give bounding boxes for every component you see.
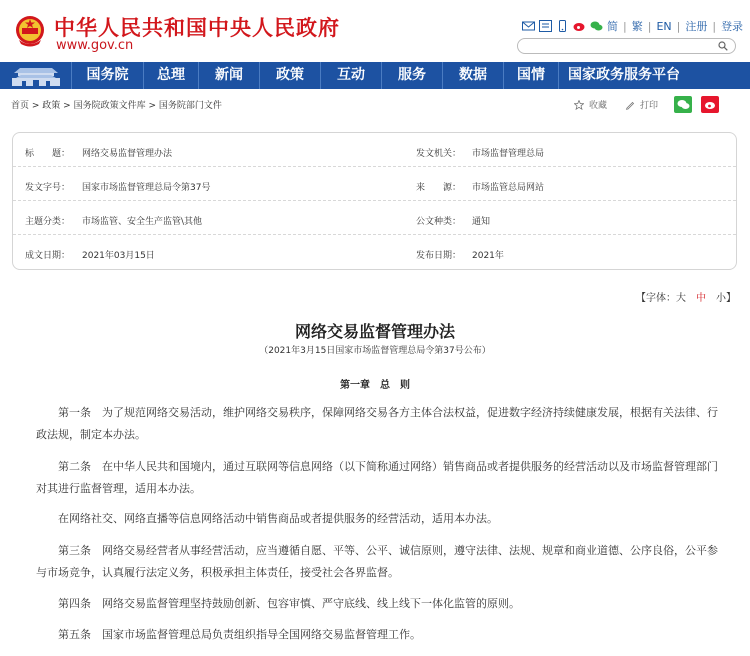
- top-links: [522, 17, 743, 35]
- pubdate-label: 发布日期：: [416, 251, 462, 261]
- breadcrumb-policy-library[interactable]: 国务院政策文件库: [73, 101, 146, 111]
- source-label: 来 源：: [416, 183, 462, 193]
- main-nav: [0, 62, 750, 89]
- search-input[interactable]: [517, 38, 736, 54]
- tiananmen-icon: [8, 65, 64, 87]
- breadcrumb-separator: >: [145, 101, 159, 111]
- date-label: 成文日期：: [25, 251, 71, 261]
- breadcrumb-bar: [0, 92, 750, 116]
- type-value: 通知: [472, 217, 491, 227]
- nav-item-state-council[interactable]: 国务院: [86, 67, 129, 83]
- print-button[interactable]: 打印: [639, 101, 658, 111]
- nav-item-news[interactable]: 新闻: [215, 67, 243, 83]
- pencil-icon[interactable]: [625, 100, 635, 110]
- nav-item-premier[interactable]: 总理: [157, 67, 185, 83]
- divider: |: [676, 19, 681, 33]
- lang-simplified-link[interactable]: 简: [607, 20, 618, 33]
- info-row: [13, 167, 736, 201]
- font-size-suffix: 】: [726, 293, 736, 304]
- pubdate-value: 2021年: [472, 251, 504, 261]
- breadcrumb-policy[interactable]: 政策: [42, 101, 61, 111]
- site-title[interactable]: 中华人民共和国中央人民政府: [54, 16, 340, 40]
- nav-item-national-info[interactable]: 国情: [517, 67, 545, 83]
- article-paragraph: 在网络社交、网络直播等信息网络活动中销售商品或者提供服务的经营活动，适用本办法。: [58, 512, 498, 525]
- lang-traditional-link[interactable]: 繁: [631, 20, 643, 33]
- title-value: 网络交易监督管理办法: [82, 149, 173, 159]
- nav-home[interactable]: [0, 62, 71, 89]
- article-paragraph: 第三条 网络交易经营者从事经营活动，应当遵循自愿、平等、公平、诚信原则，遵守法律、法规、规章和商业道德、公序良俗，公平参与市场竞争，认真履行法定义务，积极承担主体责任，接受社会各界监督。: [36, 544, 718, 579]
- search-icon[interactable]: [718, 41, 728, 51]
- breadcrumb-separator: >: [29, 101, 43, 111]
- info-row: [13, 201, 736, 235]
- divider: |: [623, 19, 627, 33]
- weibo-icon[interactable]: [573, 20, 586, 32]
- site-header: [0, 0, 750, 62]
- share-weibo-button[interactable]: [701, 96, 719, 113]
- chapter-heading: 第一章 总 则: [340, 380, 410, 391]
- font-size-selector: [636, 289, 736, 304]
- nav-item-data[interactable]: 数据: [459, 67, 487, 83]
- nav-item-policy[interactable]: 政策: [276, 67, 304, 83]
- wechat-icon[interactable]: [590, 20, 603, 32]
- site-url[interactable]: www.gov.cn: [56, 38, 134, 53]
- font-size-large-button[interactable]: 大: [676, 293, 686, 304]
- topic-label: 主题分类：: [25, 217, 71, 227]
- weibo-icon: [704, 99, 717, 110]
- breadcrumb-separator: >: [60, 101, 74, 111]
- info-row: [13, 235, 736, 269]
- topic-value: 市场监管、安全生产监管\其他: [82, 217, 203, 227]
- star-icon[interactable]: [574, 100, 584, 110]
- date-value: 2021年03月15日: [82, 251, 155, 261]
- source-value: 市场监管总局网站: [472, 183, 545, 193]
- wechat-icon: [677, 99, 690, 110]
- breadcrumb-department-docs[interactable]: 国务院部门文件: [158, 101, 222, 111]
- docno-value: 国家市场监督管理总局令第37号: [82, 183, 211, 193]
- email-icon[interactable]: [522, 20, 535, 32]
- divider: |: [712, 19, 717, 33]
- font-size-prefix: 【字体：: [636, 293, 676, 304]
- nav-item-interaction[interactable]: 互动: [337, 67, 365, 83]
- mobile-icon[interactable]: [556, 20, 569, 32]
- issuer-label: 发文机关：: [416, 149, 462, 159]
- info-row: [13, 133, 736, 167]
- type-label: 公文种类：: [416, 217, 462, 227]
- issuer-value: 市场监督管理总局: [472, 149, 545, 159]
- document-info-table: [12, 132, 737, 270]
- article-subtitle: （2021年3月15日国家市场监督管理总局令第37号公布）: [259, 346, 491, 356]
- font-size-small-button[interactable]: 小: [716, 293, 726, 304]
- favorite-button[interactable]: 收藏: [588, 101, 607, 111]
- register-link[interactable]: 注册: [685, 20, 708, 33]
- nav-item-services[interactable]: 服务: [398, 67, 426, 83]
- breadcrumb: [11, 98, 222, 111]
- national-emblem-icon[interactable]: [14, 14, 46, 48]
- article-paragraph: 第二条 在中华人民共和国境内，通过互联网等信息网络（以下简称通过网络）销售商品或者提供服务的经营活动以及市场监督管理部门对其进行监督管理，适用本办法。: [36, 460, 718, 495]
- nav-item-service-platform[interactable]: 国家政务服务平台: [568, 67, 680, 83]
- title-label: 标 题：: [25, 149, 71, 159]
- article-title: 网络交易监督管理办法: [294, 322, 455, 341]
- lang-english-link[interactable]: EN: [656, 19, 672, 33]
- login-link[interactable]: 登录: [721, 20, 744, 33]
- docno-label: 发文字号：: [25, 183, 71, 193]
- breadcrumb-home[interactable]: 首页: [11, 101, 30, 111]
- divider: |: [647, 19, 652, 33]
- article-paragraph: 第一条 为了规范网络交易活动，维护网络交易秩序，保障网络交易各方主体合法权益，促进数字经济持续健康发展，根据有关法律、行政法规，制定本办法。: [36, 406, 718, 441]
- share-wechat-button[interactable]: [674, 96, 692, 113]
- font-size-medium-button[interactable]: 中: [696, 293, 706, 304]
- article-paragraph: 第四条 网络交易监督管理坚持鼓励创新、包容审慎、严守底线、线上线下一体化监管的原则。: [58, 597, 520, 610]
- accessibility-icon[interactable]: [539, 20, 552, 32]
- article-paragraph: 第五条 国家市场监督管理总局负责组织指导全国网络交易监督管理工作。: [58, 628, 421, 641]
- page-tools: [574, 96, 719, 113]
